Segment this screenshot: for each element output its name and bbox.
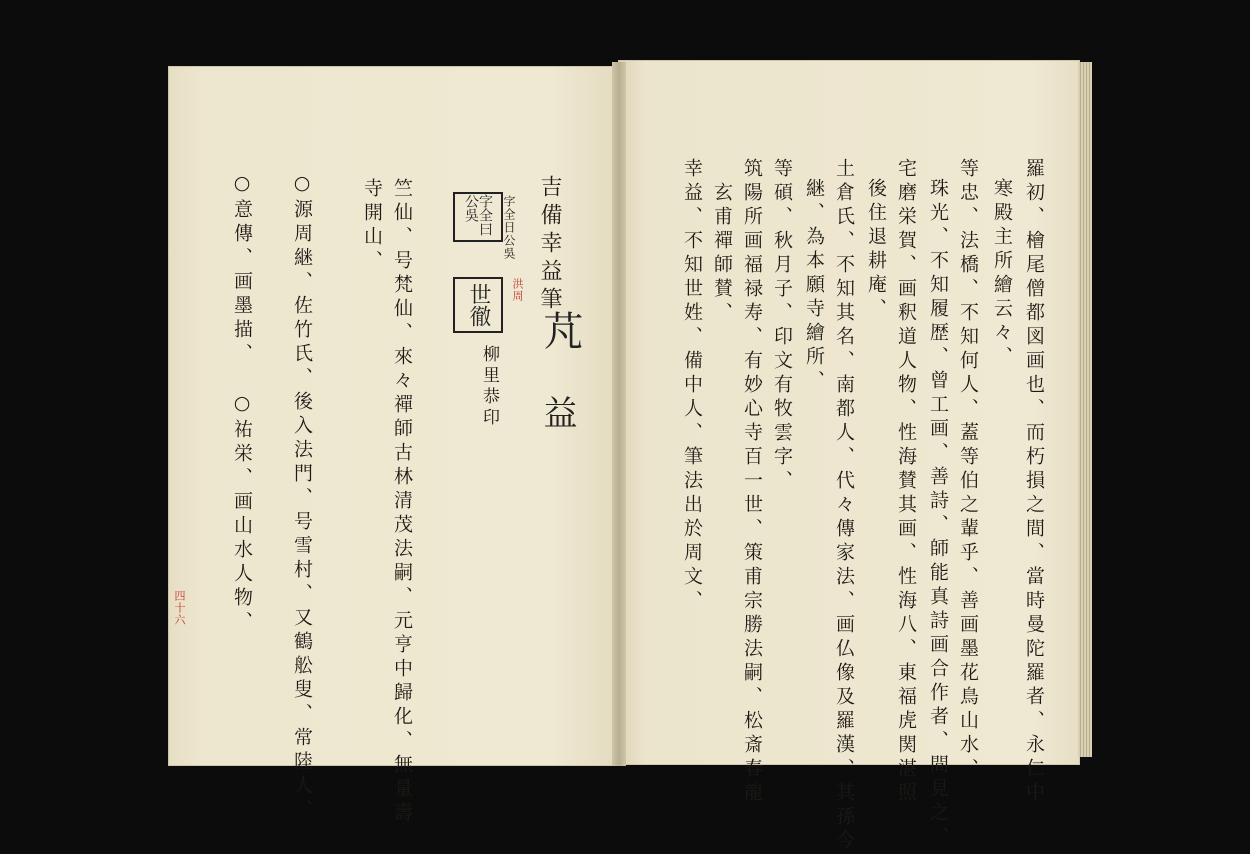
left-title: 吉備幸益筆 <box>537 175 562 315</box>
right-line-3: 等忠、法橋、不知何人、蓋等伯之輩乎、善画墨花鳥山水、 <box>957 158 979 782</box>
left-entry2-line2: ○意傳、画墨描、 <box>231 172 253 367</box>
right-line-11: 玄甫禪師賛、 <box>711 182 733 326</box>
right-line-8: 継、為本願寺繪所、 <box>803 178 825 394</box>
left-entry3-line1: ○祐栄、画山水人物、 <box>231 392 253 635</box>
page-edges <box>1078 62 1092 757</box>
left-entry1-line1: 竺仙、号梵仙、來々禪師古林清茂法嗣、元亨中歸化、無量壽 <box>391 178 413 826</box>
seal-red-note: 洪周 <box>511 278 524 302</box>
round-seal-bottom: 益 <box>537 395 577 429</box>
book-gutter <box>612 62 626 766</box>
right-line-9: 等碩、秋月子、印文有牧雲字、 <box>771 158 793 494</box>
right-line-4: 珠光、不知履歴、曾工画、善詩、師能真詩画合作者、間見之、 <box>927 178 949 850</box>
right-line-10: 筑陽所画福禄寿、有妙心寺百一世、策甫宗勝法嗣、松斎春龍 <box>741 158 763 806</box>
seal-label: 柳里恭印 <box>479 345 499 429</box>
round-seal-top: 芃 <box>537 310 583 350</box>
right-line-6: 後住退耕庵、 <box>865 178 887 322</box>
right-line-1: 羅初、檜尾僧都図画也、而朽損之間、當時曼陀羅者、永仁中 <box>1023 158 1045 806</box>
left-entry2-line1: ○源周継、佐竹氏、後入法門、号雪村、又鶴舩叟、常陸人、 <box>291 172 313 823</box>
right-line-7: 土倉氏、不知其名、南都人、代々傳家法、画仏像及羅漢、其孫今 <box>833 158 855 854</box>
right-line-5: 宅磨栄賀、画釈道人物、性海賛其画、性海八、東福虎関湛照 <box>895 158 917 806</box>
left-entry1-line2: 寺開山、 <box>361 178 383 274</box>
right-line-2: 寒殿主所繪云々、 <box>991 178 1013 370</box>
square-seal-top: 字全曰公吳 <box>453 192 503 242</box>
page-number: 四十六 <box>173 590 186 626</box>
seal-caption: 字全日公吳 <box>502 195 516 260</box>
square-seal-bottom: 世徹 <box>453 277 503 333</box>
right-line-12: 幸益、不知世姓、備中人、筆法出於周文、 <box>681 158 703 614</box>
